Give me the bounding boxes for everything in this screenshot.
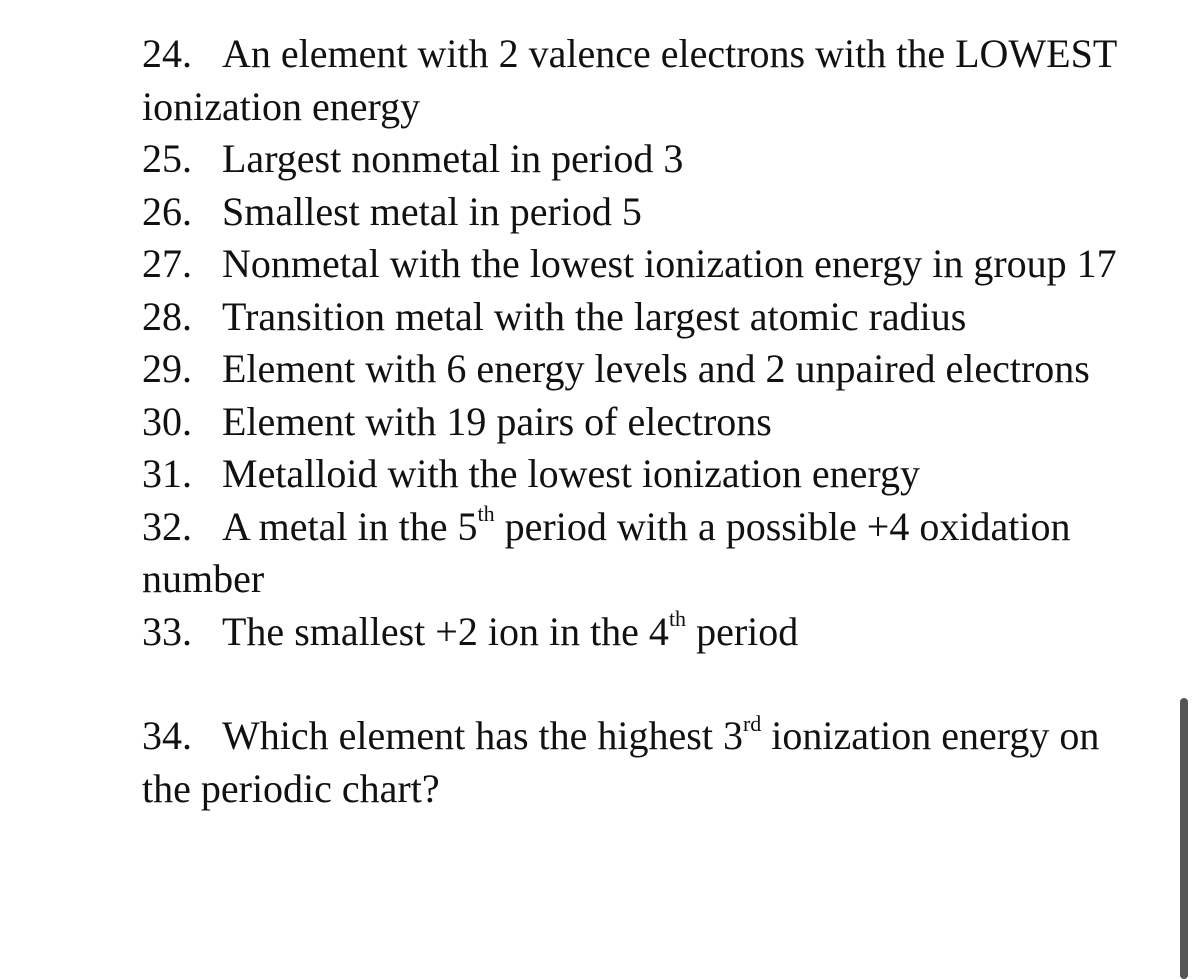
question-text-start: The smallest +2 ion in the 4 [222,608,669,654]
question-number: 26. [142,188,192,234]
question-30 [142,396,1142,449]
question-text: Element with 6 energy levels and 2 unpaired electrons [222,346,1090,391]
question-list [142,28,1142,815]
question-number: 32. [142,503,192,549]
question-text-start: Which element has the highest 3 [222,713,743,758]
question-number: 25. [142,136,192,181]
question-26 [142,186,1142,239]
question-33 [142,606,1142,659]
scrollbar-thumb[interactable] [1180,698,1188,979]
question-text: An element with 2 valence electrons with the LOWEST ionization energy [142,31,1117,129]
question-text: Metalloid with the lowest ionization energy [222,451,921,496]
question-text: Largest nonmetal in period 3 [222,136,684,181]
question-number: 31. [142,451,192,496]
question-31 [142,448,1142,501]
question-text: Nonmetal with the lowest ionization energy in group 17 [222,241,1117,286]
question-number: 24. [142,31,192,76]
ordinal-suffix: th [668,606,687,632]
question-text-end: ionization energy on the periodic chart? [142,713,1100,811]
question-number: 29. [142,346,192,391]
question-25 [142,133,1142,186]
question-text-end: period with a possible +4 oxidation number [142,503,1071,601]
question-text: Transition metal with the largest atomic radius [222,293,967,339]
question-28 [142,291,1142,344]
section-spacer [142,658,1142,710]
question-number: 30. [142,398,192,444]
question-27 [142,238,1142,291]
question-29 [142,343,1142,396]
ordinal-suffix: rd [742,710,762,736]
question-text: Smallest metal in period 5 [222,188,642,234]
question-number: 34. [142,713,192,758]
question-24 [142,28,1142,133]
question-text-end: period [686,608,799,654]
question-text-start: A metal in the 5 [222,503,478,549]
question-number: 28. [142,293,192,339]
question-text: Element with 19 pairs of electrons [222,398,772,444]
question-number: 33. [142,608,192,654]
question-number: 27. [142,241,192,286]
question-32 [142,501,1142,606]
ordinal-suffix: th [477,501,495,527]
question-34 [142,710,1142,815]
